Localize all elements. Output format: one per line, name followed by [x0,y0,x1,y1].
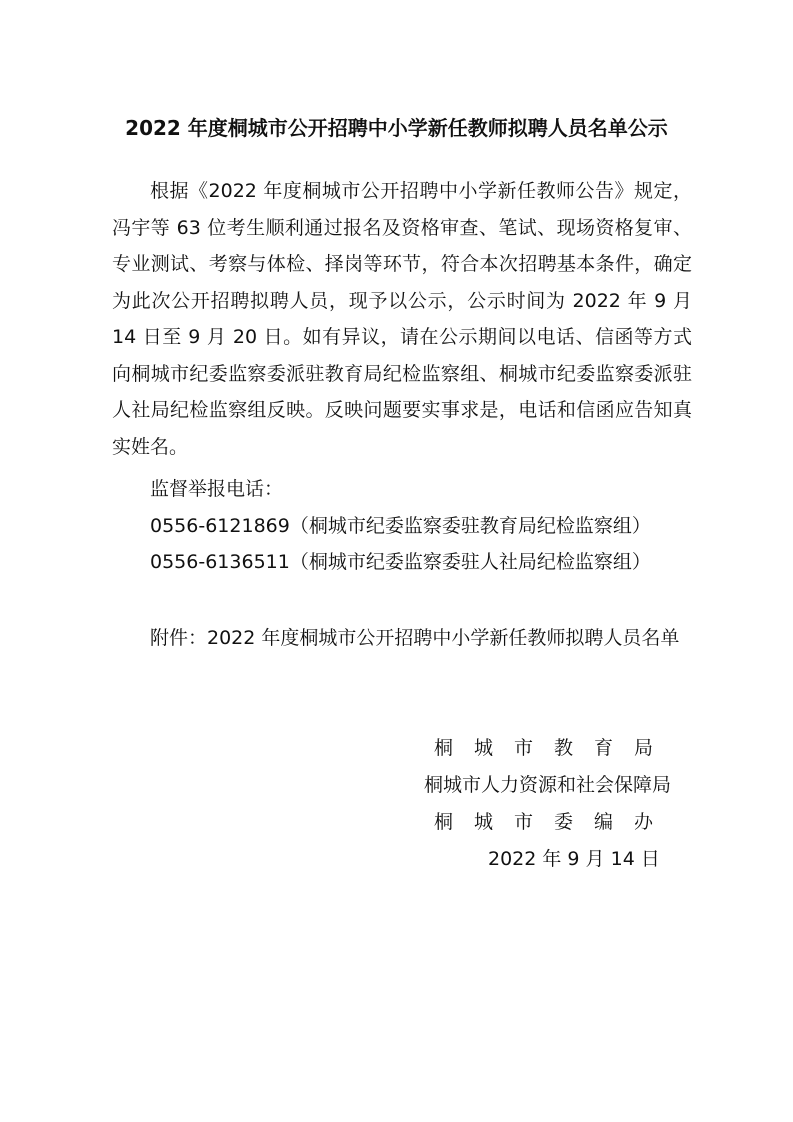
hotline-hr: 0556-6136511（桐城市纪委监察委驻人社局纪检监察组） [150,551,651,573]
attachment-note: 附件：2022 年度桐城市公开招聘中小学新任教师拟聘人员名单 [150,627,680,649]
document-title: 2022 年度桐城市公开招聘中小学新任教师拟聘人员名单公示 [125,116,668,141]
hotline-education: 0556-6121869（桐城市纪委监察委驻教育局纪检监察组） [150,515,651,537]
document-date: 2022 年 9 月 14 日 [488,848,660,870]
signatory-staffing-office: 桐城市委编办 [434,811,675,833]
hotline-label: 监督举报电话： [150,478,284,500]
signatory-hr-bureau: 桐城市人力资源和社会保障局 [424,774,672,796]
body-paragraph: 根据《2022 年度桐城市公开招聘中小学新任教师公告》规定，冯宇等 63 位考生顺利通过报名及资格审查、笔试、现场资格复审、专业测试、考察与体检、择岗等环节，符合本次招聘基本条件，确定为此次公开招聘拟聘人员，现予以公示，公示时间为 2022 年 9 月 14 日至 9 月 20 日。如有异议，请在公示期间以电话、信函等方式向桐城市纪委监察委派驻教育局纪检监察组、桐城市纪委监察委派驻人社局纪检监察组反映。反映问题要实事求是，电话和信函应告知真实姓名。 [112,180,692,458]
signatory-education-bureau: 桐城市教育局 [434,737,675,759]
